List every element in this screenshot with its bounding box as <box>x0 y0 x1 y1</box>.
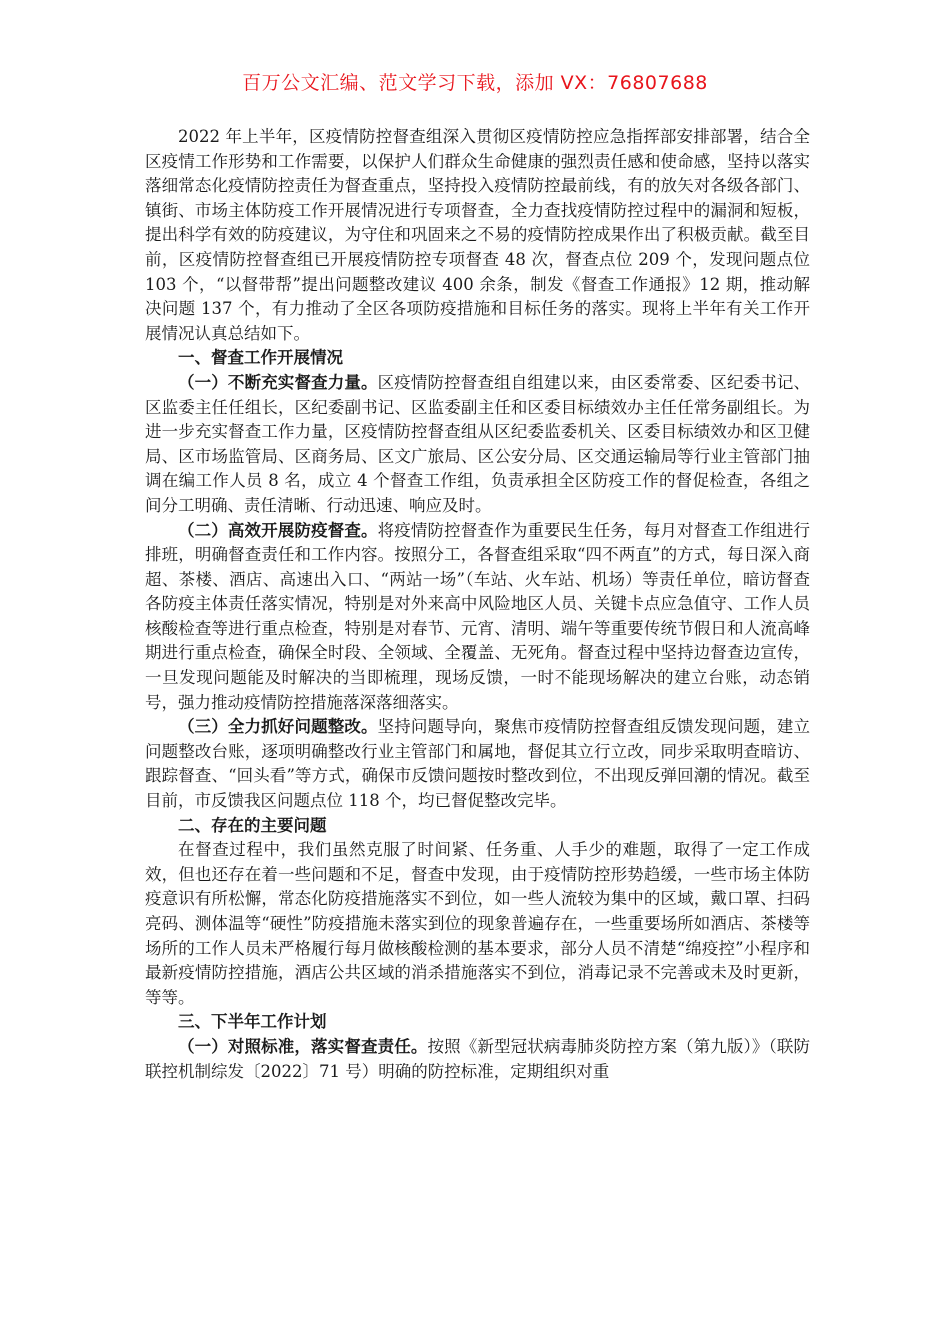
section-1-paragraph-1 <box>145 371 810 519</box>
section-1-heading: 一、督查工作开展情况 <box>178 348 343 368</box>
intro-paragraph: 2022 年上半年，区疫情防控督查组深入贯彻区疫情防控应急指挥部安排部署，结合全区疫情工作形势和工作需要，以保护人们群众生命健康的强烈责任感和使命感，坚持以落实落细常态化疫情防控责任为督查重点，坚持投入疫情防控最前线，有的放矢对各级各部门、镇街、市场主体防疫工作开展情况进行专项督查，全力查找疫情防控过程中的漏洞和短板，提出科学有效的防疫建议，为守住和巩固来之不易的疫情防控成果作出了积极贡献。截至目前，区疫情防控督查组已开展疫情防控专项督查 48 次，督查点位 209 个，发现问题点位 103 个，“以督带帮”提出问题整改建议 400 余条，制发《督查工作通报》12 期，推动解决问题 137 个，有力推动了全区各项防疫措施和目标任务的落实。现将上半年有关工作开展情况认真总结如下。 <box>145 127 810 343</box>
section-1-paragraph-3 <box>145 715 810 813</box>
paragraph-text: 区疫情防控督查组自组建以来，由区委常委、区纪委书记、区监委主任任组长，区纪委副书记、区监委副主任和区委目标绩效办主任任常务副组长。为进一步充实督查工作力量，区疫情防控督查组从区纪委监委机关、区委目标绩效办和区卫健局、区市场监管局、区商务局、区文广旅局、区公安分局、区交通运输局等行业主管部门抽调在编工作人员 8 名，成立 4 个督查工作组，负责承担全区防疫工作的督促检查，各组之间分工明确、责任清晰、行动迅速、响应及时。 <box>145 372 811 515</box>
paragraph-text: 坚持问题导向，聚焦市疫情防控督查组反馈发现问题，建立问题整改台账，逐项明确整改行业主管部门和属地，督促其立行立改，同步采取明查暗访、跟踪督查、“回头看”等方式，确保市反馈问题按时整改到位，不出现反弹回潮的情况。截至目前，市反馈我区问题点位 118 个，均已督促整改完毕。 <box>145 717 811 811</box>
paragraph-lead: （二）高效开展防疫督查。 <box>178 520 378 540</box>
section-1-paragraph-2 <box>145 519 810 716</box>
section-2-heading: 二、存在的主要问题 <box>178 815 327 835</box>
paragraph-lead: （一）对照标准，落实督查责任。 <box>178 1036 428 1056</box>
paragraph-lead: （一）不断充实督查力量。 <box>178 372 378 392</box>
section-3-heading: 三、下半年工作计划 <box>178 1012 327 1032</box>
promo-banner: 百万公文汇编、范文学习下载，添加 VX：76807688 <box>242 72 708 94</box>
document-body <box>145 125 810 1084</box>
paragraph-lead: （三）全力抓好问题整改。 <box>178 717 378 737</box>
paragraph-text: 将疫情防控督查作为重要民生任务，每月对督查工作组进行排班，明确督查责任和工作内容。按照分工，各督查组采取“四不两直”的方式，每日深入商超、茶楼、酒店、高速出入口、“两站一场”（车站、火车站、机场）等责任单位，暗访督查各防疫主体责任落实情况，特别是对外来高中风险地区人员、关键卡点应急值守、工作人员核酸检查等进行重点检查，特别是对春节、元宵、清明、端午等重要传统节假日和人流高峰期进行重点检查，确保全时段、全领域、全覆盖、无死角。督查过程中坚持边督查边宣传，一旦发现问题能及时解决的当即梳理，现场反馈，一时不能现场解决的建立台账，动态销号，强力推动疫情防控措施落深落细落实。 <box>145 520 811 712</box>
paragraph-text: 按照《新型冠状病毒肺炎防控方案（第九版）》（联防联控机制综发〔2022〕71 号）明确的防控标准，定期组织对重 <box>145 1036 811 1081</box>
section-2-paragraph-1: 在督查过程中，我们虽然克服了时间紧、任务重、人手少的难题，取得了一定工作成效，但也还存在着一些问题和不足，督查中发现，由于疫情防控形势趋缓，一些市场主体防疫意识有所松懈，常态化防疫措施落实不到位，如一些人流较为集中的区域，戴口罩、扫码亮码、测体温等“硬性”防疫措施未落实到位的现象普遍存在，一些重要场所如酒店、茶楼等场所的工作人员未严格履行每月做核酸检测的基本要求，部分人员不清楚“绵疫控”小程序和最新疫情防控措施，酒店公共区域的消杀措施落实不到位，消毒记录不完善或未及时更新，等等。 <box>145 840 810 1007</box>
section-3-paragraph-1 <box>145 1035 810 1084</box>
